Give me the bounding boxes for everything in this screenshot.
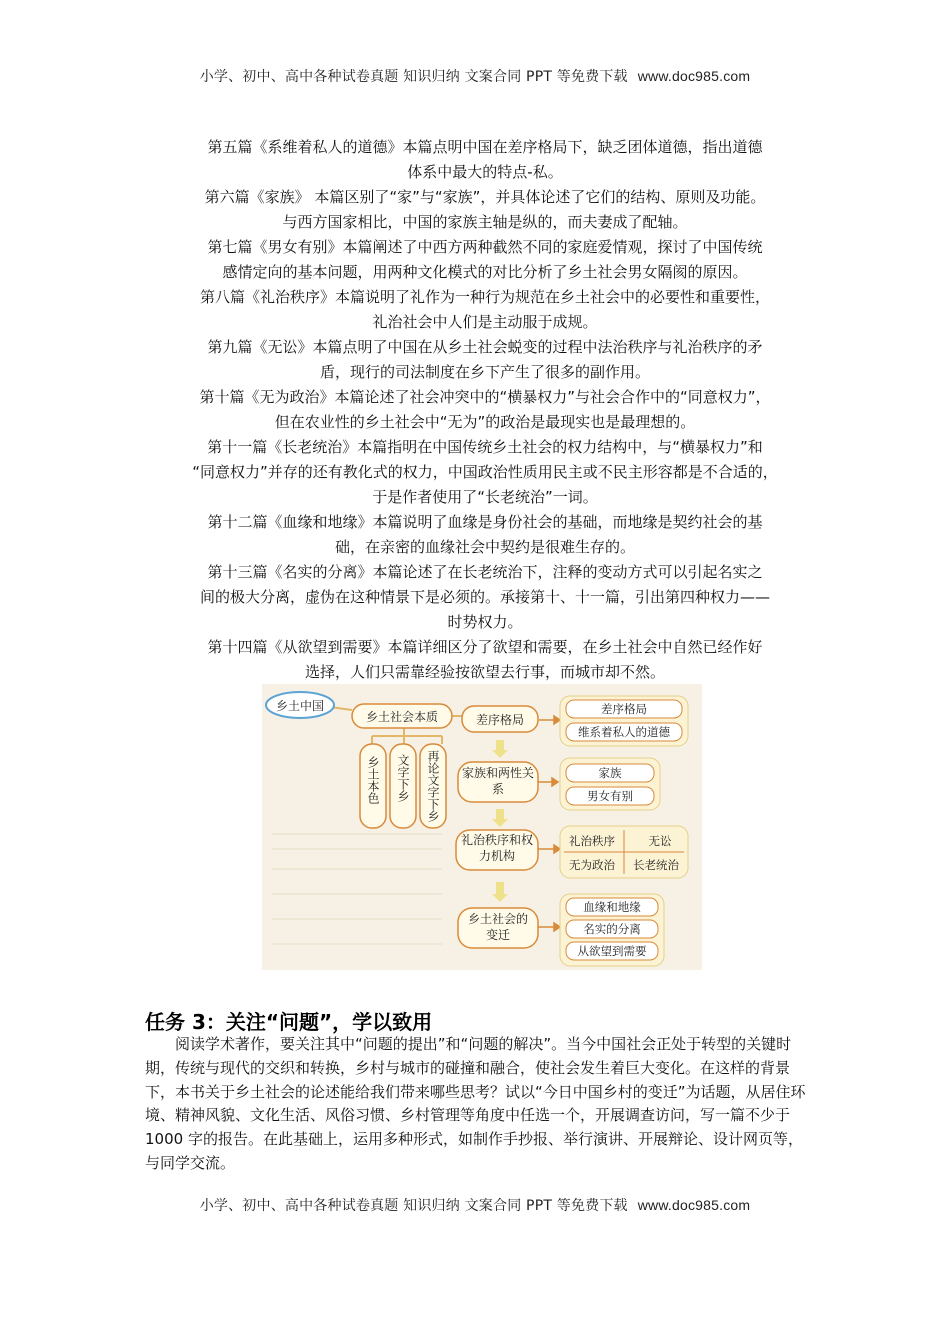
diagram-vertical-2 [390, 744, 416, 828]
summary-line: 礼治社会中人们是主动服于成规。 [372, 313, 598, 331]
diagram-root-label: 乡土中国 [275, 699, 325, 713]
summary-chapter-6 [140, 185, 830, 235]
diagram-leaf [566, 764, 654, 782]
summary-line: 体系中最大的特点-私。 [407, 163, 563, 181]
task-paragraph: 阅读学术著作，要关注其中“问题的提出”和“问题的解决”。当今中国社会正处于转型的关键时期，传统与现代的交织和转换，乡村与城市的碰撞和融合，使社会发生着巨大变化。在这样的背景下，本书关于乡土社会的论述能给我们带来哪些思考？试以“今日中国乡村的变迁”为话题，从居住环境、精神风貌、文化生活、风俗习惯、乡村管理等角度中任选一个，开展调查访问，写一篇不少于 1000 字的报告。在此基础上，运用多种形式，如制作手抄报、举行演讲、开展辩论、设计网页等，与同学交流。 [145, 1035, 806, 1172]
summary-chapter-14 [140, 635, 830, 685]
diagram-leaf [566, 700, 682, 718]
diagram-leaf-label: 从欲望到需要 [577, 944, 647, 958]
diagram-leaf-label: 名实的分离 [583, 922, 641, 936]
footer-url[interactable]: www.doc985.com [637, 1197, 751, 1213]
summary-chapter-5 [140, 135, 830, 185]
diagram-node-1 [462, 706, 538, 732]
summary-line: 第十二篇《血缘和地缘》本篇说明了血缘是身份社会的基础，而地缘是契约社会的基 [207, 513, 763, 531]
summary-line: 第八篇《礼治秩序》本篇说明了礼作为一种行为规范在乡土社会中的必要性和重要性， [199, 288, 770, 306]
diagram-leaf [566, 920, 658, 938]
diagram-node-4 [458, 908, 538, 948]
diagram-leaf-label: 无讼 [648, 834, 672, 848]
task-body [145, 1033, 810, 1176]
summary-chapter-13 [140, 560, 830, 635]
task-heading: 任务 3：关注“问题”，学以致用 [145, 1010, 433, 1034]
summary-line: 第十篇《无为政治》本篇论述了社会冲突中的“横暴权力”与社会合作中的“同意权力”， [199, 388, 771, 406]
summary-line: 感情定向的基本问题，用两种文化模式的对比分析了乡土社会男女隔阂的原因。 [222, 263, 748, 281]
summary-line: 盾，现行的司法制度在乡下产生了很多的副作用。 [319, 363, 650, 381]
page-header [0, 66, 950, 86]
summary-chapter-11 [140, 435, 830, 510]
summary-line: 础，在亲密的血缘社会中契约是很难生存的。 [334, 538, 635, 556]
footer-text: 小学、初中、高中各种试卷真题 知识归纳 文案合同 PPT 等免费下载 [199, 1198, 628, 1214]
summary-line: 第十一篇《长老统治》本篇指明在中国传统乡土社会的权力结构中，与“横暴权力”和 [207, 438, 763, 456]
summary-line: 与西方国家相比，中国的家族主轴是纵的，而夫妻成了配轴。 [282, 213, 688, 231]
summary-chapter-7 [140, 235, 830, 285]
summary-chapter-8 [140, 285, 830, 335]
diagram-leaf-label: 血缘和地缘 [583, 900, 641, 914]
diagram-vertical-3-label: 再论文字下乡 [426, 750, 440, 822]
diagram-root [266, 692, 334, 718]
diagram-leaf [649, 834, 672, 848]
diagram-leaf [633, 858, 679, 872]
diagram-node-4-label: 乡土社会的变迁 [468, 912, 528, 942]
summary-line: 第六篇《家族》 本篇区别了“家”与“家族”，并具体论述了它们的结构、原则及功能。 [204, 188, 766, 206]
summary-chapter-9 [140, 335, 830, 385]
diagram-leaf-label: 家族 [598, 766, 622, 780]
diagram-leaf [569, 858, 615, 872]
summary-list [140, 135, 830, 685]
diagram-node-2-label: 家族和两性关系 [461, 766, 534, 796]
header-url[interactable]: www.doc985.com [637, 68, 751, 84]
diagram-node-1-label: 差序格局 [475, 713, 525, 727]
summary-line: “同意权力”并存的还有教化式的权力，中国政治性质用民主或不民主形容都是不合适的， [192, 463, 778, 481]
diagram-leaf [569, 834, 615, 848]
diagram-vertical-2-label: 文字下乡 [396, 754, 410, 802]
diagram-leaf [566, 942, 658, 960]
diagram-leaf-label: 维系着私人的道德 [578, 725, 670, 739]
summary-line: 但在农业性的乡土社会中“无为”的政治是最现实也是最理想的。 [274, 413, 696, 431]
diagram-node-2 [458, 762, 538, 802]
summary-line: 第十三篇《名实的分离》本篇论述了在长老统治下，注释的变动方式可以引起名实之 [207, 563, 763, 581]
summary-chapter-10 [140, 385, 830, 435]
diagram-leaf-label: 男女有别 [587, 789, 633, 803]
diagram-leaf-label: 无为政治 [569, 858, 615, 872]
diagram-vertical-1 [360, 744, 386, 828]
diagram-leaf-label: 长老统治 [633, 858, 679, 872]
summary-line: 选择，人们只需靠经验按欲望去行事，而城市却不然。 [304, 663, 665, 681]
summary-line: 第五篇《系维着私人的道德》本篇点明中国在差序格局下，缺乏团体道德，指出道德 [207, 138, 763, 156]
summary-line: 于是作者使用了“长老统治”一词。 [372, 488, 598, 506]
diagram-vertical-1-label: 乡土本色 [366, 756, 380, 804]
diagram-leaf-label: 差序格局 [601, 702, 647, 716]
diagram-node-3 [456, 830, 538, 870]
summary-line: 间的极大分离，虚伪在这种情景下是必须的。承接第十、十一篇，引出第四种权力—— [199, 588, 770, 606]
summary-chapter-12 [140, 510, 830, 560]
diagram-node-3-label: 礼治秩序和权力机构 [460, 833, 533, 863]
header-text: 小学、初中、高中各种试卷真题 知识归纳 文案合同 PPT 等免费下载 [199, 69, 628, 85]
structure-diagram [262, 684, 702, 970]
diagram-leaf [566, 787, 654, 805]
summary-line: 第七篇《男女有别》本篇阐述了中西方两种截然不同的家庭爱情观，探讨了中国传统 [207, 238, 763, 256]
page-footer [0, 1195, 950, 1215]
diagram-essence [352, 704, 452, 728]
diagram-leaf-label: 礼治秩序 [569, 834, 615, 848]
summary-line: 时势权力。 [447, 613, 523, 631]
diagram-vertical-3 [420, 744, 446, 828]
diagram-essence-label: 乡土社会本质 [365, 710, 439, 724]
diagram-leaf [566, 898, 658, 916]
summary-line: 第十四篇《从欲望到需要》本篇详细区分了欲望和需要，在乡土社会中自然已经作好 [207, 638, 763, 656]
diagram-leaf [566, 723, 682, 741]
summary-line: 第九篇《无讼》本篇点明了中国在从乡土社会蜕变的过程中法治秩序与礼治秩序的矛 [207, 338, 763, 356]
